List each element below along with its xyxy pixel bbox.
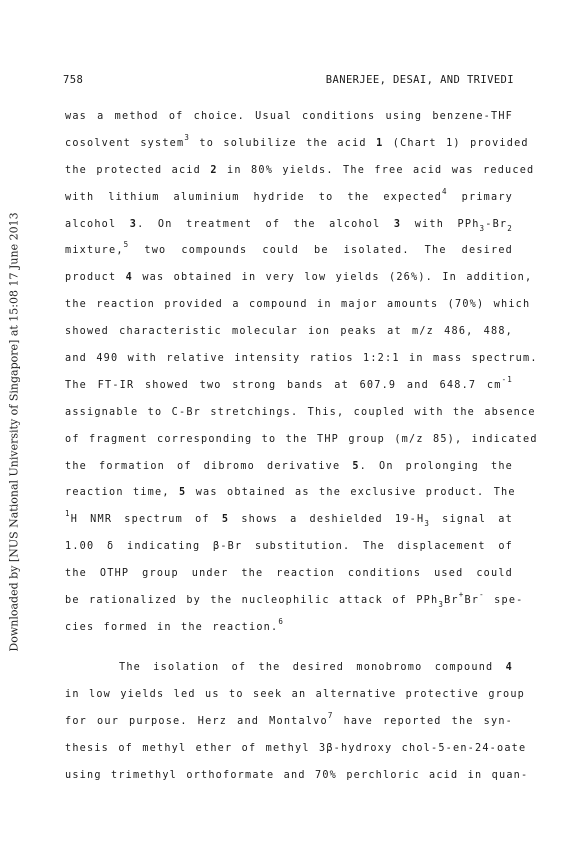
paragraph-1 (65, 104, 538, 642)
text-line: The isolation of the desired monobromo compound 4 (119, 662, 513, 673)
text-line: showed characteristic molecular ion peaks at m/z 486, 488, (65, 326, 513, 338)
page-number: 758 (63, 74, 84, 86)
text-line: $^1$H NMR spectrum of 5 shows a deshielded $19-H_3$ signal at (65, 509, 513, 529)
text-line: cies formed in the reaction.$^6$ (65, 616, 285, 633)
text-line: using trimethyl orthoformate and 70% perchloric acid in quan- (65, 769, 529, 781)
text-line: 1.00 δ indicating β-Br substitution. The displacement of (65, 541, 513, 553)
text-line: product 4 was obtained in very low yields (26%). In addition, (65, 272, 533, 284)
text-line: mixture,$^5$ two compounds could be isolated. The desired (65, 240, 513, 257)
text-line: thesis of methyl ether of methyl 3β-hydroxy chol-5-en-24-oate (65, 742, 527, 754)
text-line: the OTHP group under the reaction conditions used could (65, 568, 513, 580)
download-watermark-text: Downloaded by [NUS National University of Singapore] at 15:08 17 June 2013 (7, 212, 21, 652)
paragraph-2 (65, 655, 529, 789)
running-head-authors: BANERJEE, DESAI, AND TRIVEDI (325, 74, 514, 86)
text-line: The FT-IR showed two strong bands at 607.9 and 648.7 $cm^{-1}$ (65, 374, 513, 391)
text-line: and 490 with relative intensity ratios 1:2:1 in mass spectrum. (65, 353, 538, 365)
text-line: reaction time, 5 was obtained as the exclusive product. The (65, 487, 516, 499)
text-line: alcohol 3. On treatment of the alcohol 3 with $PPh_3-Br_2$ (65, 218, 513, 233)
text-line: assignable to C-Br stretchings. This, coupled with the absence (65, 406, 536, 418)
text-line: cosolvent system$^3$ to solubilize the acid 1 (Chart 1) provided (65, 132, 529, 149)
text-line: with lithium aluminium hydride to the expected$^4$ primary (65, 186, 513, 203)
text-line: the protected acid 2 in 80% yields. The free acid was reduced (65, 164, 535, 176)
text-line: in low yields led us to seek an alternative protective group (65, 688, 526, 700)
text-line: the reaction provided a compound in major amounts (70%) which (65, 299, 531, 311)
text-line: of fragment corresponding to the THP group (m/z 85), indicated (65, 433, 538, 445)
text-line: the formation of dibromo derivative 5. On prolonging the (65, 460, 513, 472)
text-line: be rationalized by the nucleophilic attack of PPh$_3$Br+Br- spe- (65, 590, 524, 610)
text-line: was a method of choice. Usual conditions using benzene-THF (65, 111, 513, 122)
text-line: for our purpose. Herz and Montalvo$^7$ have reported the syn- (65, 710, 513, 727)
page-header (63, 74, 514, 86)
